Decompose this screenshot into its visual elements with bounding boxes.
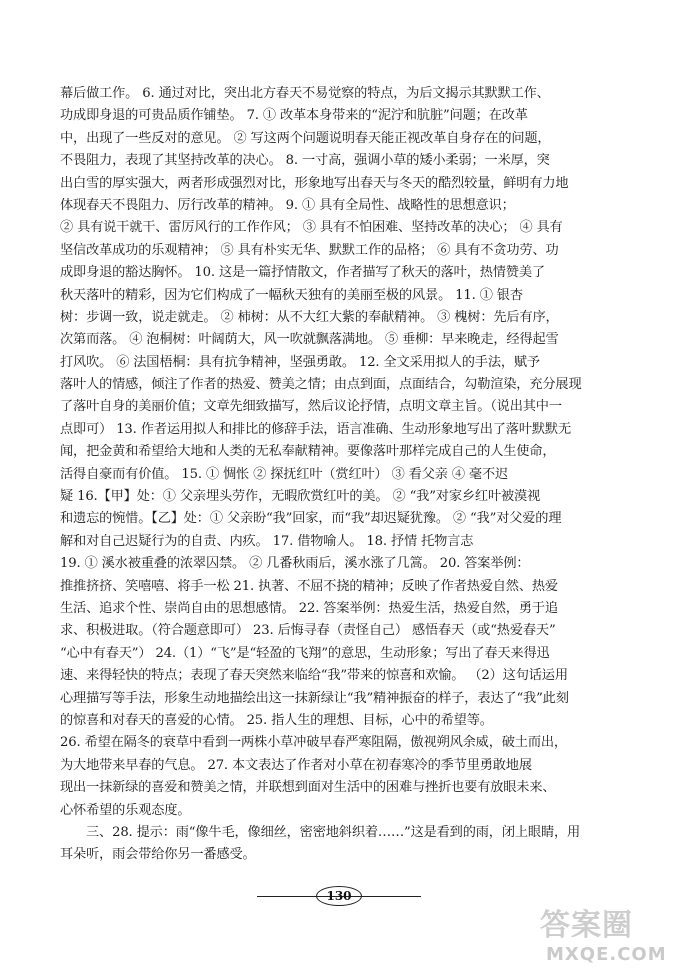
- text-line: 坚信改革成功的乐观精神； ⑤ 具有朴实无华、默默工作的品格； ⑥ 具有不贪功劳、功: [60, 242, 559, 258]
- text-line: 速、来得轻快的特点；表现了春天突然来临给“我”带来的惊喜和欢愉。 （2）这句话运用: [60, 668, 568, 684]
- text-line: 打风吹。 ⑥ 法国梧桐：具有抗争精神，坚强勇敢。 12. 全文采用拟人的手法，赋予: [60, 354, 540, 370]
- text-line: 三、28. 提示：雨“像牛毛，像细丝，密密地斜织着……”这是看到的雨，闭上眼睛，用: [86, 824, 581, 840]
- text-line: 推推挤挤、笑嘻嘻、将手一松 21. 执著、不屈不挠的精神；反映了作者热爱自然、热爱: [60, 578, 558, 594]
- text-line: “心中有春天”） 24.（1）“飞”是“轻盈的飞翔”的意思，生动形象；写出了春天来得迅: [60, 645, 550, 661]
- text-line: 次第而落。 ④ 泡桐树：叶阔荫大，风一吹就飘落满地。 ⑤ 垂柳：早来晚走，经得起雪: [60, 332, 559, 348]
- answer-text-block: [60, 83, 612, 867]
- text-line: 为大地带来早春的气息。 27. 本文表达了作者对小草在初春寒冷的季节里勇敢地展: [60, 757, 532, 773]
- text-line: 生活、追求个性、崇尚自由的思想感情。 22. 答案举例：热爱生活，热爱自然，勇于追: [60, 600, 558, 616]
- text-line: 心怀希望的乐观态度。: [60, 802, 191, 818]
- watermark-logo-text: 答案圈: [540, 908, 633, 943]
- text-line: 的惊喜和对春天的喜爱的心情。 25. 指人生的理想、目标，心中的希望等。: [60, 712, 493, 728]
- text-line: ② 具有说干就干、雷厉风行的工作作风； ③ 具有不怕困难、坚持改革的决心； ④ 具有: [60, 220, 563, 236]
- text-line: 活得自豪而有价值。 15. ① 惆怅 ② 探抚红叶（赏红叶） ③ 看父亲 ④ 毫不迟: [60, 466, 509, 482]
- text-line: 点即可） 13. 作者运用拟人和排比的修辞手法，语言准确、生动形象地写出了落叶默默无: [60, 421, 571, 437]
- text-line: 疑 16.【甲】处：① 父亲埋头劳作，无暇欣赏红叶的美。 ② “我”对家乡红叶被漠视: [60, 489, 541, 505]
- text-line: 落叶人的情感，倾注了作者的热爱、赞美之情；由点到面，点面结合，勾勒渲染，充分展现: [60, 377, 582, 393]
- text-line: 了落叶自身的美丽价值；文章先细致描写，然后议论抒情，点明文章主旨。（说出其中一: [60, 399, 562, 415]
- text-line: 中，出现了一些反对的意见。 ② 写这两个问题说明春天能正视改革自身存在的问题，: [60, 130, 551, 146]
- text-line: 现出一抹新绿的喜爱和赞美之情，并联想到面对生活中的困难与挫折也要有放眼未来、: [60, 780, 556, 796]
- text-line: 树：步调一致，说走就走。 ② 柿树：从不大红大紫的奉献精神。 ③ 槐树：先后有序，: [60, 309, 559, 325]
- watermark-logo: [540, 900, 670, 970]
- text-line: 解和对自己迟疑行为的自责、内疚。 17. 借物喻人。 18. 抒情 托物言志: [60, 533, 474, 549]
- text-line: 秋天落叶的精彩，因为它们构成了一幅秋天独有的美丽至极的风景。 11. ① 银杏: [60, 287, 523, 303]
- text-line: 幕后做工作。 6. 通过对比，突出北方春天不易觉察的特点，为后文揭示其默默工作、: [60, 86, 550, 101]
- page-number: 130: [316, 886, 362, 906]
- watermark-url: MXQE.COM: [546, 944, 667, 965]
- text-line: 闻，把金黄和希望给大地和人类的无私奉献精神。要像落叶那样完成自己的人生使命，: [60, 444, 556, 460]
- text-line: 体现春天不畏阻力、厉行改革的精神。 9. ① 具有全局性、战略性的思想意识；: [60, 197, 515, 213]
- text-line: 成即身退的豁达胸怀。 10. 这是一篇抒情散文，作者描写了秋天的落叶，热情赞美了: [60, 265, 545, 281]
- text-line: 和遗忘的惋惜。【乙】处：① 父亲盼“我”回家，而“我”却迟疑犹豫。 ② “我”对父爱的理: [60, 511, 562, 527]
- text-line: 不畏阻力，表现了其坚持改革的决心。 8. 一寸高，强调小草的矮小柔弱；一米厚，突: [60, 153, 550, 169]
- text-line: 耳朵听，雨会带给你另一番感受。: [60, 847, 256, 863]
- text-line: 26. 希望在隔冬的衰草中看到一两株小草冲破早春严寒阻隔，傲视朔风余威，破土而出，: [60, 735, 567, 751]
- text-line: 19. ① 溪水被重叠的浓翠囚禁。 ② 几番秋雨后，溪水涨了几篙。 20. 答案举例：: [60, 556, 530, 572]
- text-line: 出白雪的厚实强大，两者形成强烈对比，形象地写出春天与冬天的酷烈较量，鲜明有力地: [60, 175, 569, 191]
- text-line: 功成即身退的可贵品质作铺垫。 7. ① 改革本身带来的“泥泞和肮脏”问题；在改革: [60, 108, 528, 124]
- text-line: 求、积极进取。（符合题意即可） 23. 后悔寻春（责怪自己） 感悟春天（或“热爱春天”: [60, 623, 556, 639]
- text-line: 心理描写等手法，形象生动地描绘出这一抹新绿让“我”精神振奋的样子，表达了“我”此刻: [60, 690, 569, 706]
